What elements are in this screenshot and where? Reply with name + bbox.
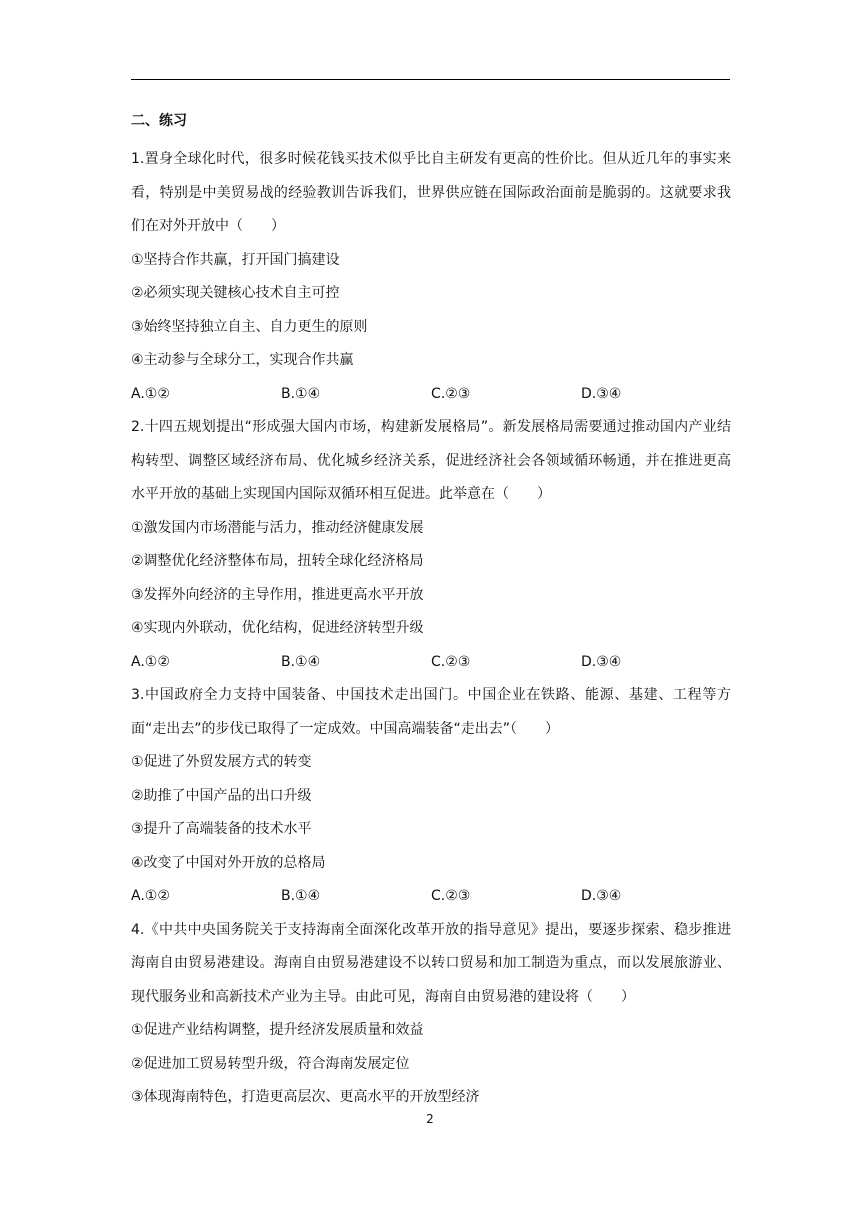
question-option: ②助推了中国产品的出口升级 bbox=[131, 787, 312, 804]
answer-choices bbox=[131, 646, 731, 680]
page-number: 2 bbox=[426, 1112, 434, 1126]
answer-choice-d: D.③④ bbox=[581, 653, 622, 670]
question-option: ①坚持合作共赢，打开国门搞建设 bbox=[131, 251, 340, 268]
answer-choice-b: B.①④ bbox=[281, 888, 321, 904]
answer-choice-c: C.②③ bbox=[431, 653, 471, 670]
header-rule bbox=[131, 79, 730, 80]
question-option: ③提升了高端装备的技术水平 bbox=[131, 821, 312, 837]
exercise-content bbox=[131, 109, 731, 1115]
question-stem: 3.中国政府全力支持中国装备、中国技术走出国门。中国企业在铁路、能源、基建、工程等方面“走出去”的步伐已取得了一定成效。中国高端装备“走出去”（ ） bbox=[131, 687, 731, 737]
question-stem: 4.《中共中央国务院关于支持海南全面深化改革开放的指导意见》提出，要逐步探索、稳步推进海南自由贸易港建设。海南自由贸易港建设不以转口贸易和加工制造为重点，而以发展旅游业、现代服务业和高新技术产业为主导。由此可见，海南自由贸易港的建设将（ ） bbox=[131, 921, 731, 1005]
question-option: ②调整优化经济整体布局，扭转全球化经济格局 bbox=[131, 553, 424, 569]
answer-choice-d: D.③④ bbox=[581, 385, 622, 402]
question-option: ③体现海南特色，打造更高层次、更高水平的开放型经济 bbox=[131, 1089, 480, 1105]
answer-choice-a: A.①② bbox=[131, 385, 170, 402]
question-option: ③始终坚持独立自主、自力更生的原则 bbox=[131, 318, 368, 335]
answer-choice-b: B.①④ bbox=[281, 385, 321, 402]
question-option: ④主动参与全球分工，实现合作共赢 bbox=[131, 352, 354, 368]
answer-choice-a: A.①② bbox=[131, 888, 170, 904]
question-option: ②促进加工贸易转型升级，符合海南发展定位 bbox=[131, 1055, 410, 1072]
answer-choice-b: B.①④ bbox=[281, 653, 321, 670]
question-option: ②必须实现关键核心技术自主可控 bbox=[131, 285, 340, 301]
question-option: ③发挥外向经济的主导作用，推进更高水平开放 bbox=[131, 586, 424, 603]
section-heading: 二、练习 bbox=[131, 113, 187, 129]
answer-choice-c: C.②③ bbox=[431, 385, 471, 402]
question-stem: 1.置身全球化时代，很多时候花钱买技术似乎比自主研发有更高的性价比。但从近几年的事实来看，特别是中美贸易战的经验教训告诉我们，世界供应链在国际政治面前是脆弱的。这就要求我们在对外开放中（ ） bbox=[131, 151, 731, 234]
question-4 bbox=[131, 914, 731, 1115]
answer-choice-c: C.②③ bbox=[431, 888, 471, 904]
question-option: ①激发国内市场潜能与活力，推动经济健康发展 bbox=[131, 519, 424, 536]
question-option: ①促进产业结构调整，提升经济发展质量和效益 bbox=[131, 1022, 424, 1038]
answer-choice-a: A.①② bbox=[131, 653, 170, 670]
question-3 bbox=[131, 679, 731, 914]
question-2 bbox=[131, 411, 731, 679]
question-option: ①促进了外贸发展方式的转变 bbox=[131, 754, 312, 770]
question-option: ④改变了中国对外开放的总格局 bbox=[131, 854, 326, 871]
question-stem: 2.十四五规划提出“形成强大国内市场，构建新发展格局”。新发展格局需要通过推动国内产业结构转型、调整区域经济布局、优化城乡经济关系，促进经济社会各领域循环畅通，并在推进更高水平开放的基础上实现国内国际双循环相互促进。此举意在（ ） bbox=[131, 419, 731, 502]
answer-choices bbox=[131, 378, 731, 412]
question-1 bbox=[131, 143, 731, 411]
answer-choices bbox=[131, 880, 731, 914]
question-option: ④实现内外联动，优化结构，促进经济转型升级 bbox=[131, 620, 424, 636]
answer-choice-d: D.③④ bbox=[581, 888, 622, 904]
